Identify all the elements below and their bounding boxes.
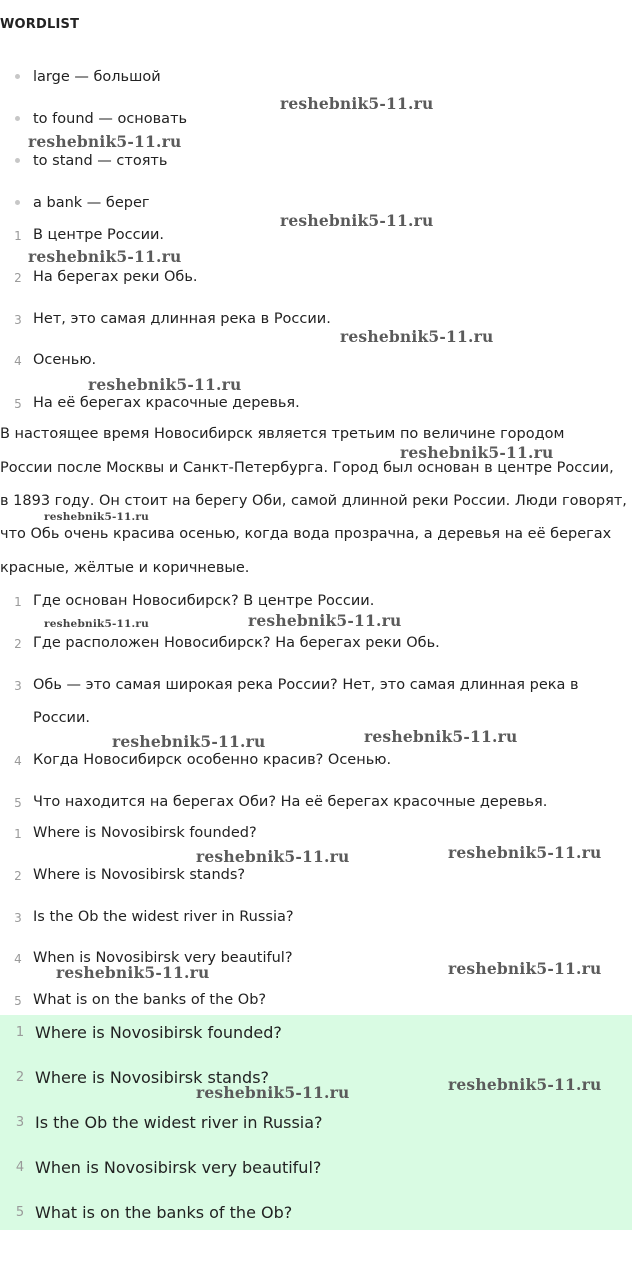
item-number: 2 <box>15 1070 25 1085</box>
watermark: reshebnik5-11.ru <box>112 732 266 751</box>
watermark: reshebnik5-11.ru <box>28 247 182 266</box>
wordlist-item-text: to found — основать <box>33 111 188 127</box>
paragraph-line <box>0 424 632 444</box>
watermark: reshebnik5-11.ru <box>280 94 434 113</box>
paragraph-text: В настоящее время Новосибирск является третьим по величине городом <box>0 426 565 442</box>
wordlist-item-text: a bank — берег <box>33 195 150 211</box>
question-item <box>0 990 632 1010</box>
qa-item <box>0 792 632 812</box>
qa-text: Где расположен Новосибирск? На берегах реки Обь. <box>33 635 440 651</box>
answer-item <box>0 267 632 287</box>
answer-text: На её берегах красочные деревья. <box>33 395 300 411</box>
item-number: 3 <box>15 1115 25 1130</box>
paragraph-line <box>0 558 632 578</box>
qa-text: Где основан Новосибирск? В центре России. <box>33 593 375 609</box>
answer-text: На берегах реки Обь. <box>33 269 198 285</box>
question-text: Where is Novosibirsk founded? <box>33 825 257 841</box>
watermark: reshebnik5-11.ru <box>44 511 149 523</box>
wordlist-item-text: to stand — стоять <box>33 153 168 169</box>
answer-text: Осенью. <box>33 352 97 368</box>
item-number: 4 <box>14 754 22 768</box>
paragraph-line <box>0 524 632 544</box>
question-item <box>0 907 632 927</box>
item-number: 1 <box>14 827 22 841</box>
bullet-icon <box>15 74 20 79</box>
paragraph-text: России после Москвы и Санкт-Петербурга. Город был основан в центре России, <box>0 460 614 476</box>
answer-item <box>0 309 632 329</box>
wordlist-item-text: large — большой <box>33 69 161 85</box>
answer-text: В центре России. <box>33 227 165 243</box>
qa-text-continued: России. <box>33 710 91 726</box>
watermark: reshebnik5-11.ru <box>448 1075 602 1094</box>
item-number: 5 <box>14 397 22 411</box>
watermark: reshebnik5-11.ru <box>56 963 210 982</box>
paragraph-text: что Обь очень красива осенью, когда вода прозрачна, а деревья на её берегах <box>0 526 612 542</box>
wordlist-item <box>0 193 632 213</box>
watermark: reshebnik5-11.ru <box>196 847 350 866</box>
watermark: reshebnik5-11.ru <box>400 443 554 462</box>
bullet-icon <box>15 158 20 163</box>
watermark: reshebnik5-11.ru <box>448 959 602 978</box>
watermark: reshebnik5-11.ru <box>248 611 402 630</box>
item-number: 1 <box>14 229 22 243</box>
item-number: 4 <box>14 952 22 966</box>
qa-item <box>0 675 632 726</box>
highlighted-question-item <box>0 1157 632 1177</box>
qa-item <box>0 750 632 770</box>
item-number: 3 <box>14 911 22 925</box>
watermark: reshebnik5-11.ru <box>364 727 518 746</box>
bullet-icon <box>15 116 20 121</box>
question-text: Is the Ob the widest river in Russia? <box>33 909 294 925</box>
item-number: 1 <box>14 595 22 609</box>
highlighted-question-text: Is the Ob the widest river in Russia? <box>35 1113 323 1132</box>
watermark: reshebnik5-11.ru <box>44 618 149 630</box>
highlighted-question-text: What is on the banks of the Ob? <box>35 1203 293 1222</box>
highlighted-question-text: Where is Novosibirsk stands? <box>35 1068 270 1087</box>
wordlist-heading: WORDLIST <box>0 17 80 32</box>
qa-text: Что находится на берегах Оби? На её берегах красочные деревья. <box>33 794 548 810</box>
answer-text: Нет, это самая длинная река в России. <box>33 311 331 327</box>
question-text: When is Novosibirsk very beautiful? <box>33 950 293 966</box>
item-number: 1 <box>15 1025 25 1040</box>
bullet-icon <box>15 200 20 205</box>
qa-text: Когда Новосибирск особенно красив? Осенью. <box>33 752 392 768</box>
answer-item <box>0 350 632 370</box>
item-number: 2 <box>14 271 22 285</box>
item-number: 5 <box>15 1205 25 1220</box>
item-number: 4 <box>15 1160 25 1175</box>
highlighted-question-item <box>0 1022 632 1042</box>
item-number: 5 <box>14 994 22 1008</box>
qa-item <box>0 591 632 611</box>
item-number: 4 <box>14 354 22 368</box>
item-number: 3 <box>14 679 22 693</box>
watermark: reshebnik5-11.ru <box>280 211 434 230</box>
watermark: reshebnik5-11.ru <box>340 327 494 346</box>
watermark: reshebnik5-11.ru <box>196 1083 350 1102</box>
item-number: 5 <box>14 796 22 810</box>
highlighted-question-text: Where is Novosibirsk founded? <box>35 1023 282 1042</box>
question-text: Where is Novosibirsk stands? <box>33 867 246 883</box>
qa-item <box>0 633 632 653</box>
highlighted-question-text: When is Novosibirsk very beautiful? <box>35 1158 322 1177</box>
paragraph-line <box>0 491 632 511</box>
item-number: 2 <box>14 869 22 883</box>
highlighted-question-item <box>0 1202 632 1222</box>
paragraph-text: в 1893 году. Он стоит на берегу Оби, самой длинной реки России. Люди говорят, <box>0 493 627 509</box>
qa-text: Обь — это самая широкая река России? Нет, это самая длинная река в <box>33 677 579 693</box>
wordlist-item <box>0 151 632 171</box>
question-item <box>0 823 632 843</box>
answer-item <box>0 393 632 413</box>
watermark: reshebnik5-11.ru <box>28 132 182 151</box>
highlighted-question-item <box>0 1112 632 1132</box>
question-item <box>0 865 632 885</box>
wordlist-item <box>0 67 632 87</box>
paragraph-text: красные, жёлтые и коричневые. <box>0 560 250 576</box>
question-text: What is on the banks of the Ob? <box>33 992 267 1008</box>
watermark: reshebnik5-11.ru <box>448 843 602 862</box>
item-number: 2 <box>14 637 22 651</box>
watermark: reshebnik5-11.ru <box>88 375 242 394</box>
item-number: 3 <box>14 313 22 327</box>
